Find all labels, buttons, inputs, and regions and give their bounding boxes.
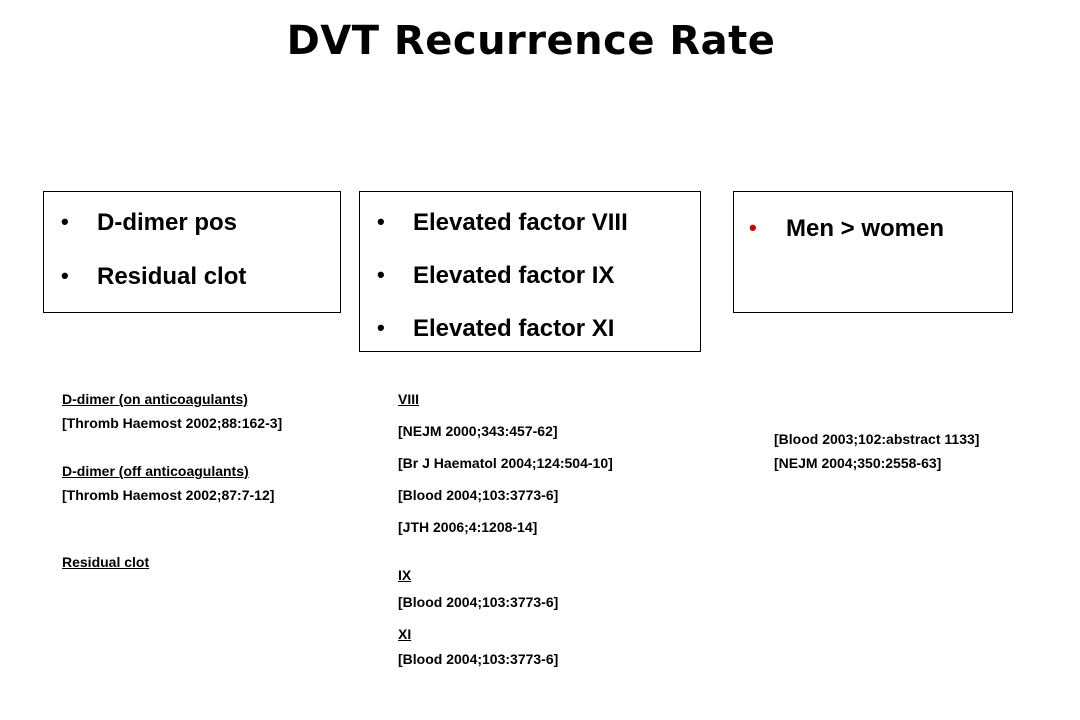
bullet: •	[377, 262, 385, 287]
ref-heading-viii: VIII	[398, 391, 420, 407]
ref-citation: [Br J Haematol 2004;124:504-10]	[398, 455, 613, 471]
list-item-label: D-dimer pos	[97, 209, 238, 236]
box-middle-list	[377, 209, 628, 343]
bullet: •	[377, 209, 385, 234]
list-item-label: Elevated factor VIII	[413, 209, 628, 236]
bullet: •	[377, 315, 385, 340]
ref-heading-dimer-on: D-dimer (on anticoagulants)	[62, 391, 248, 407]
box-left-list	[61, 209, 247, 291]
ref-heading-residual-clot: Residual clot	[62, 554, 150, 570]
bullet: •	[61, 209, 69, 234]
list-item-label: Men > women	[786, 215, 945, 242]
ref-heading-xi: XI	[398, 626, 412, 642]
ref-citation: [Blood 2004;103:3773-6]	[398, 594, 559, 610]
ref-citation: [JTH 2006;4:1208-14]	[398, 519, 538, 535]
box-right-list	[749, 215, 945, 243]
bullet: •	[61, 263, 69, 288]
list-item	[749, 215, 945, 243]
list-item	[61, 209, 246, 237]
list-item-label: Elevated factor XI	[413, 315, 615, 342]
ref-citation: [Blood 2004;103:3773-6]	[398, 651, 559, 667]
list-item	[61, 263, 247, 291]
slide-title: DVT Recurrence Rate	[286, 18, 776, 64]
bullet: •	[749, 215, 757, 240]
ref-citation: [Blood 2004;103:3773-6]	[398, 487, 559, 503]
list-item	[377, 262, 628, 290]
ref-heading-ix: IX	[398, 567, 412, 583]
ref-citation: [NEJM 2000;343:457-62]	[398, 423, 558, 439]
list-item	[377, 209, 628, 237]
ref-heading-dimer-off: D-dimer (off anticoagulants)	[62, 463, 249, 479]
ref-citation: [NEJM 2004;350:2558-63]	[774, 455, 942, 471]
list-item-label: Elevated factor IX	[413, 262, 615, 289]
list-item-label: Residual clot	[97, 263, 247, 290]
ref-citation: [Blood 2003;102:abstract 1133]	[774, 431, 980, 447]
list-item	[377, 315, 628, 343]
ref-citation: [Thromb Haemost 2002;87:7-12]	[62, 487, 275, 503]
box-men-women	[733, 191, 1013, 313]
ref-citation: [Thromb Haemost 2002;88:162-3]	[62, 415, 283, 431]
